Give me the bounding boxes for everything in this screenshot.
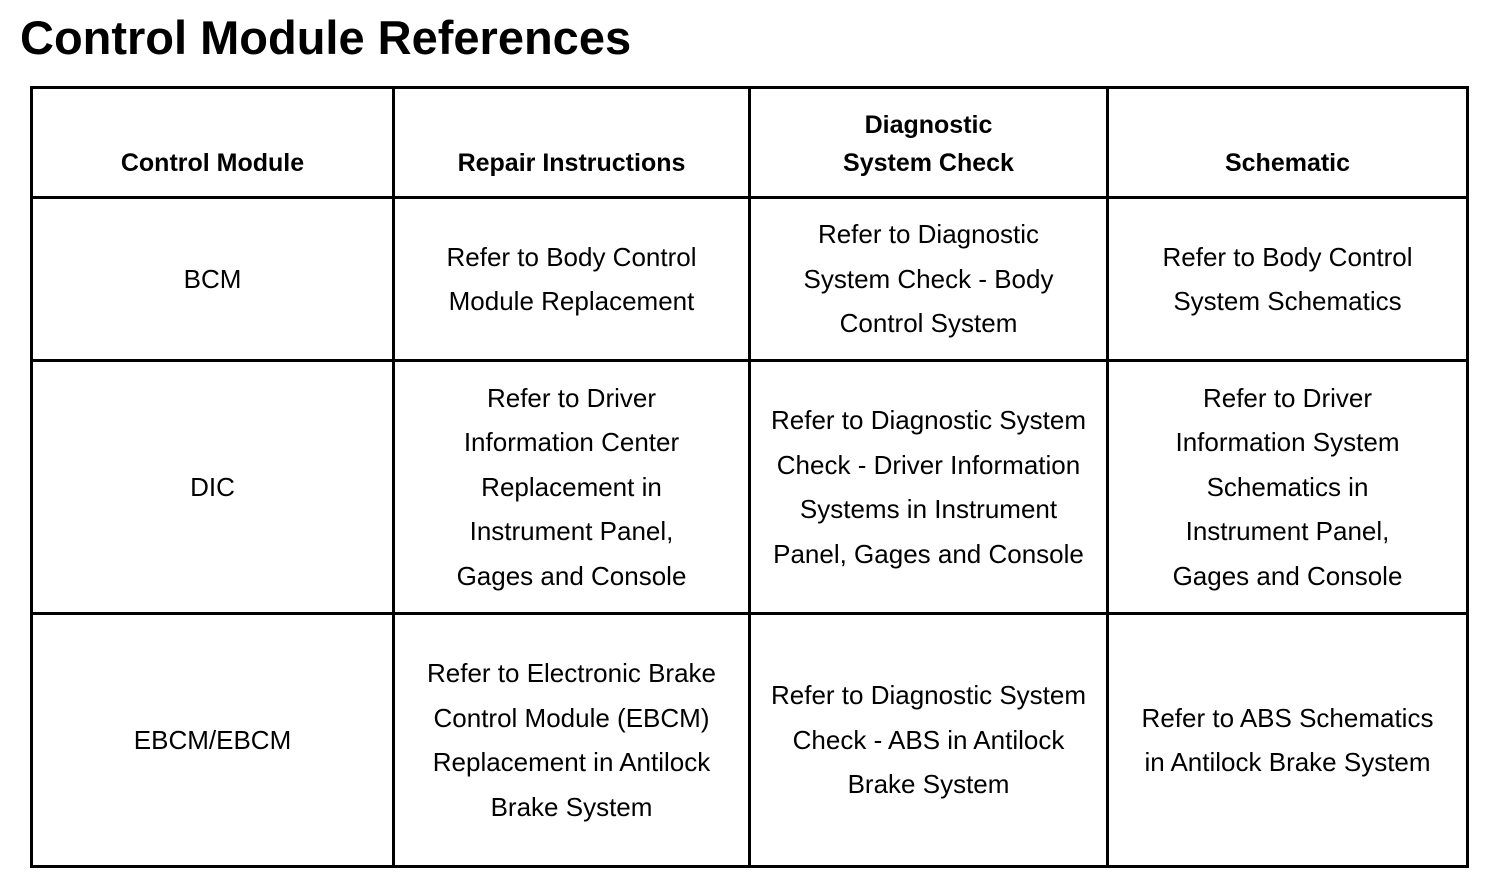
page-title: Control Module References: [20, 11, 632, 64]
diagnostic-check-cell: Refer to Diagnostic System Check - Driver Information Systems in Instrument Panel, Gages and Console: [750, 361, 1108, 614]
header-repair-instructions: Repair Instructions: [394, 88, 750, 198]
table-row: [32, 361, 1468, 614]
table-row: [32, 614, 1468, 867]
module-cell: BCM: [32, 198, 394, 361]
header-diagnostic-system-check: Diagnostic System Check: [750, 88, 1108, 198]
schematic-cell: Refer to Body Control System Schematics: [1108, 198, 1468, 361]
table-header-row: [32, 88, 1468, 198]
module-cell: DIC: [32, 361, 394, 614]
repair-instructions-cell: Refer to Body Control Module Replacement: [394, 198, 750, 361]
repair-instructions-cell: Refer to Electronic Brake Control Module (EBCM) Replacement in Antilock Brake System: [394, 614, 750, 867]
header-control-module: Control Module: [32, 88, 394, 198]
control-module-references-table: [30, 86, 1469, 868]
diagnostic-check-cell: Refer to Diagnostic System Check - ABS in Antilock Brake System: [750, 614, 1108, 867]
schematic-cell: Refer to ABS Schematics in Antilock Brake System: [1108, 614, 1468, 867]
schematic-cell: Refer to Driver Information System Schematics in Instrument Panel, Gages and Console: [1108, 361, 1468, 614]
diagnostic-check-cell: Refer to Diagnostic System Check - Body Control System: [750, 198, 1108, 361]
table-row: [32, 198, 1468, 361]
repair-instructions-cell: Refer to Driver Information Center Replacement in Instrument Panel, Gages and Console: [394, 361, 750, 614]
module-cell: EBCM/EBCM: [32, 614, 394, 867]
header-schematic: Schematic: [1108, 88, 1468, 198]
